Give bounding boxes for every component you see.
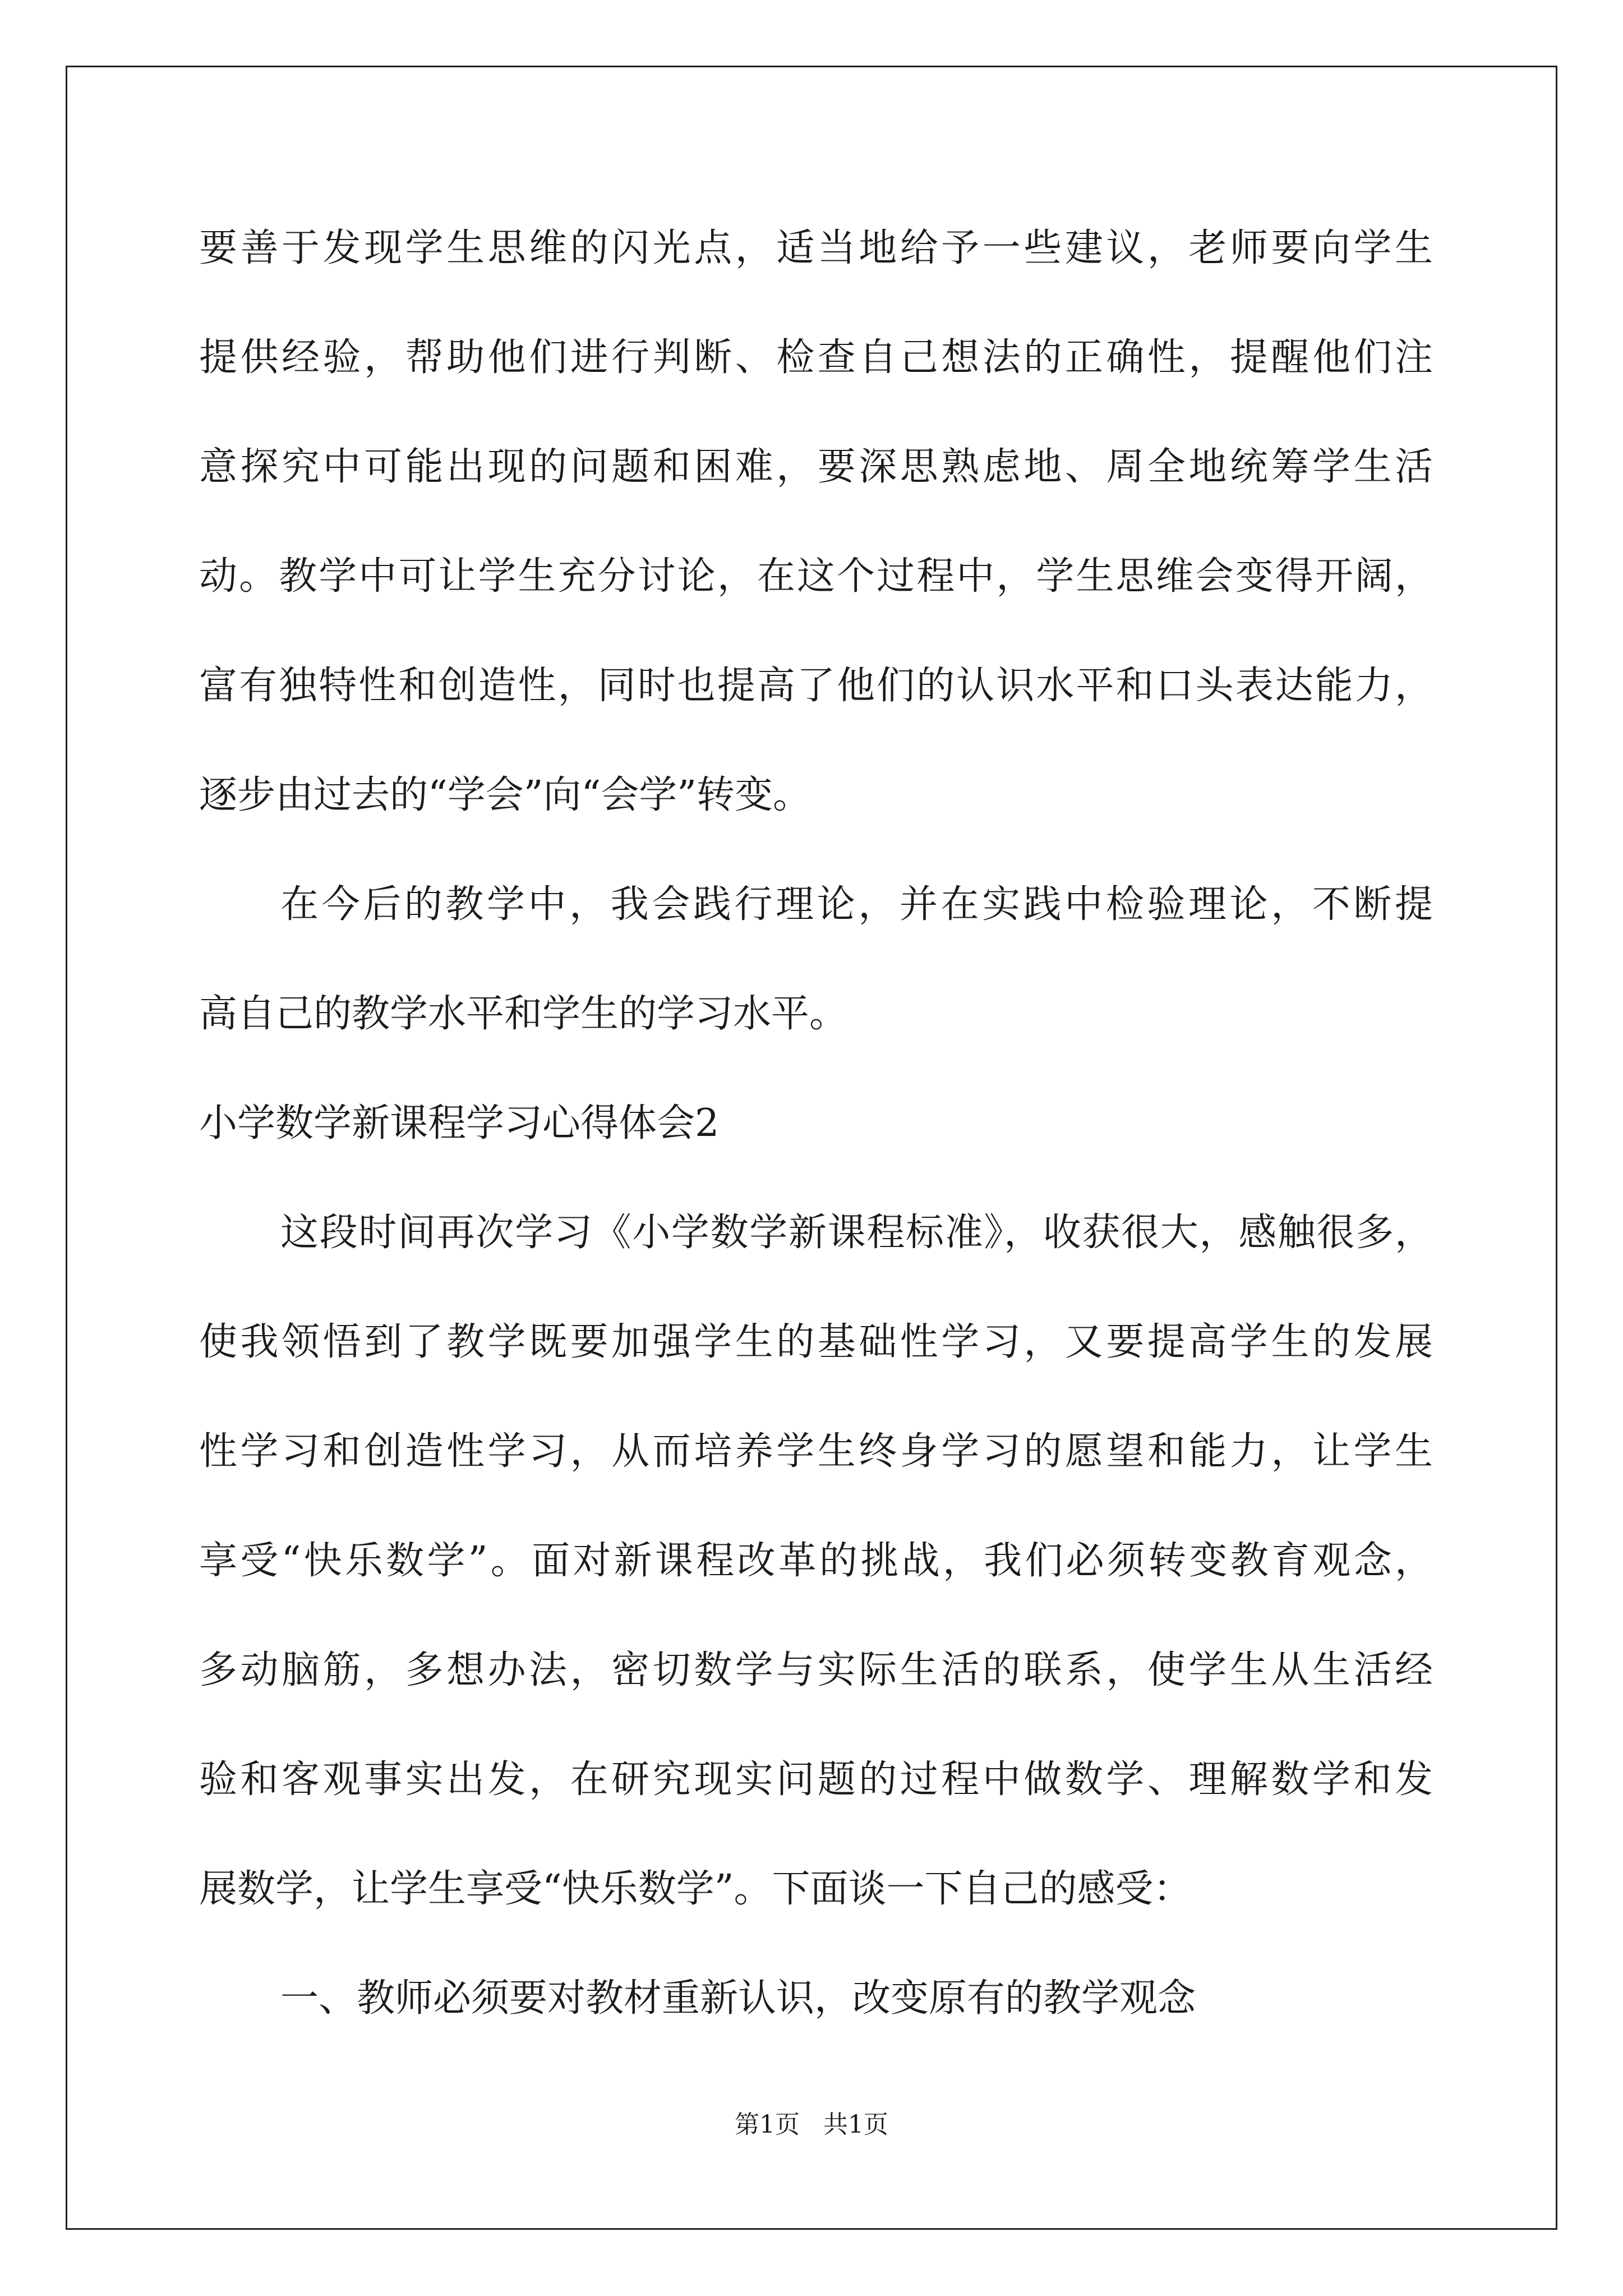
body-line-8: 高自己的教学水平和学生的学习水平。 (199, 992, 848, 1036)
body-line-11: 使我领悟到了教学既要加强学生的基础性学习，又要提高学生的发展 (199, 1320, 1433, 1364)
body-line-7: 在今后的教学中，我会践行理论，并在实践中检验理论，不断提 (280, 882, 1433, 927)
section-heading: 小学数学新课程学习心得体会2 (199, 1101, 720, 1145)
body-line-12: 性学习和创造性学习，从而培养学生终身学习的愿望和能力，让学生 (199, 1429, 1433, 1474)
body-line-14: 多动脑筋，多想办法，密切数学与实际生活的联系，使学生从生活经 (199, 1648, 1433, 1692)
body-line-6: 逐步由过去的“学会”向“会学”转变。 (199, 773, 811, 817)
page-footer: 第1页 共1页 (735, 2110, 888, 2139)
body-line-3: 意探究中可能出现的问题和困难，要深思熟虑地、周全地统筹学生活 (199, 445, 1433, 489)
subheading-line: 一、教师必须要对教材重新认识，改变原有的教学观念 (280, 1976, 1196, 2021)
body-line-15: 验和客观事实出发，在研究现实问题的过程中做数学、理解数学和发 (199, 1757, 1433, 1802)
body-line-1: 要善于发现学生思维的闪光点，适当地给予一些建议，老师要向学生 (199, 226, 1433, 270)
body-line-5: 富有独特性和创造性，同时也提高了他们的认识水平和口头表达能力， (199, 664, 1433, 708)
body-line-16: 展数学，让学生享受“快乐数学”。下面谈一下自己的感受： (199, 1867, 1192, 1911)
body-line-10: 这段时间再次学习《小学数学新课程标准》，收获很大，感触很多， (280, 1211, 1433, 1255)
body-line-2: 提供经验，帮助他们进行判断、检查自己想法的正确性，提醒他们注 (199, 335, 1433, 380)
body-line-13: 享受“快乐数学”。面对新课程改革的挑战，我们必须转变教育观念， (199, 1539, 1433, 1583)
body-line-4: 动。教学中可让学生充分讨论，在这个过程中，学生思维会变得开阔， (199, 554, 1433, 599)
